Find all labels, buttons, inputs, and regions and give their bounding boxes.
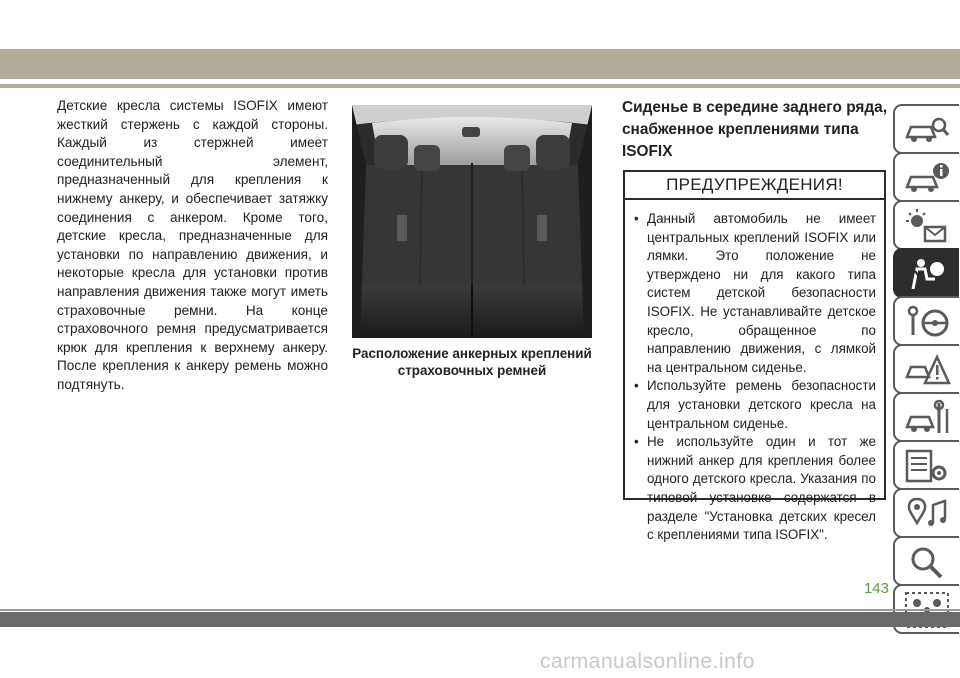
seat-airbag-icon (903, 255, 951, 293)
tab-emergency[interactable] (893, 344, 959, 394)
tab-car-search[interactable] (893, 104, 959, 154)
warning-item: • Используйте ремень безопасности для установки детского кресла на центральном сиденье. (633, 377, 876, 433)
section-heading: Сиденье в середине заднего ряда, снабженное креплениями типа ISOFIX (622, 99, 887, 160)
tab-starting-driving[interactable] (893, 296, 959, 346)
cargo-area-photo (352, 105, 592, 338)
tab-car-info[interactable] (893, 152, 959, 202)
footer-rule (0, 609, 960, 611)
light-message-icon (903, 207, 951, 245)
figure-caption: Расположение анкерных креплений страховочных ремней (352, 346, 592, 378)
warning-title: ПРЕДУПРЕЖДЕНИЯ! (625, 172, 884, 200)
tab-servicing[interactable] (893, 392, 959, 442)
warning-box (623, 170, 886, 543)
header-band (0, 49, 960, 79)
car-info-icon (903, 159, 951, 197)
tab-lights-messages[interactable] (893, 200, 959, 250)
cargo-area-illustration (352, 105, 592, 338)
watermark: carmanualsonline.info (540, 650, 755, 673)
footer-band (0, 612, 960, 627)
tab-safety[interactable] (893, 248, 959, 298)
car-search-icon (903, 111, 951, 149)
checklist-gear-icon (903, 447, 951, 485)
tab-multimedia[interactable] (893, 488, 959, 538)
body-paragraph: Детские кресла системы ISOFIX имеют жесткий стержень с каждой стороны. Каждый из стержней имеет соединительный элемент, предназначенный для крепления к нижнему анкеру, и обеспечивает затяжку соединения с анкером. Кроме того, детские кресла, предназначенные для установки по направлению движения, и некоторые кресла для установки против направления движения также могут иметь страховочные ремни. На конце страховочного ремня предусматривается крюк для крепления к верхнему анкеру. После крепления к анкеру ремень можно подтянуть. (57, 98, 328, 392)
header-rule (0, 84, 960, 88)
car-wrench-icon (903, 399, 951, 437)
warning-item: • Не используйте один и тот же нижний анкер для крепления более одного детского кресла. Указания по типовой установке содержатся в разделе "Установка детских кресел с креплениями типа ISOFIX". (633, 433, 876, 545)
music-location-icon (903, 495, 951, 533)
warning-triangle-icon (903, 351, 951, 389)
page-number: 143 (863, 580, 889, 597)
magnifier-icon (903, 543, 951, 581)
key-steering-icon (903, 303, 951, 341)
warning-item: • Данный автомобиль не имеет центральных креплений ISOFIX или лямки. Это положение не утверждено ни для какого типа систем детской безопасности ISOFIX. Не устанавливайте детское кресло, обращенное по направлению движения, с лямкой на центральном сиденье. (633, 210, 876, 377)
warning-list (633, 210, 876, 545)
tab-specifications[interactable] (893, 440, 959, 490)
tab-customer-assistance[interactable] (893, 536, 959, 586)
